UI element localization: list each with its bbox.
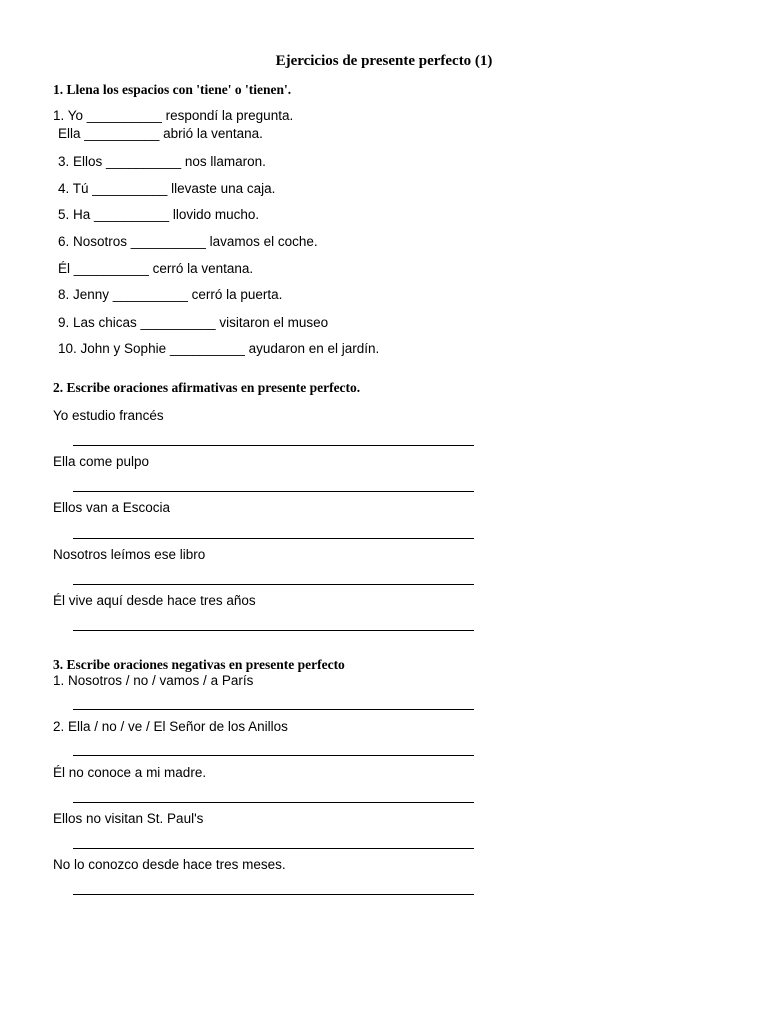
affirmative-prompt-1: Yo estudio francés — [53, 408, 164, 423]
affirmative-prompt-3: Ellos van a Escocia — [53, 500, 171, 515]
negative-prompt-2: 2. Ella / no / ve / El Señor de los Anillos — [53, 719, 288, 734]
answer-line[interactable] — [73, 445, 474, 446]
fill-item-1: 1. Yo __________ respondí la pregunta. — [53, 108, 294, 123]
section-2-heading: 2. Escribe oraciones afirmativas en presente perfecto. — [53, 380, 361, 395]
affirmative-prompt-4: Nosotros leímos ese libro — [53, 547, 206, 562]
fill-item-5: 5. Ha __________ llovido mucho. — [58, 207, 260, 222]
answer-line[interactable] — [73, 491, 474, 492]
fill-item-6: 6. Nosotros __________ lavamos el coche. — [58, 234, 318, 249]
section-1-heading: 1. Llena los espacios con 'tiene' o 'tienen'. — [53, 82, 292, 97]
fill-item-9: 9. Las chicas __________ visitaron el museo — [58, 315, 329, 330]
negative-prompt-3: Él no conoce a mi madre. — [53, 765, 207, 780]
fill-item-4: 4. Tú __________ llevaste una caja. — [58, 181, 276, 196]
answer-line[interactable] — [73, 584, 474, 585]
negative-prompt-4: Ellos no visitan St. Paul's — [53, 811, 204, 826]
negative-prompt-5: No lo conozco desde hace tres meses. — [53, 857, 286, 872]
affirmative-prompt-5: Él vive aquí desde hace tres años — [53, 593, 256, 608]
fill-item-10: 10. John y Sophie __________ ayudaron en el jardín. — [58, 341, 380, 356]
fill-item-3: 3. Ellos __________ nos llamaron. — [58, 154, 266, 169]
answer-line[interactable] — [73, 894, 474, 895]
answer-line[interactable] — [73, 709, 474, 710]
answer-line[interactable] — [73, 538, 474, 539]
page-title: Ejercicios de presente perfecto (1) — [275, 53, 493, 69]
answer-line[interactable] — [73, 630, 474, 631]
answer-line[interactable] — [73, 755, 474, 756]
fill-item-2: Ella __________ abrió la ventana. — [58, 126, 263, 141]
negative-prompt-1: 1. Nosotros / no / vamos / a París — [53, 673, 254, 688]
affirmative-prompt-2: Ella come pulpo — [53, 454, 150, 469]
answer-line[interactable] — [73, 802, 474, 803]
section-3-heading: 3. Escribe oraciones negativas en presente perfecto — [53, 657, 345, 672]
fill-item-8: 8. Jenny __________ cerró la puerta. — [58, 287, 283, 302]
answer-line[interactable] — [73, 848, 474, 849]
fill-item-7: Él __________ cerró la ventana. — [58, 261, 254, 276]
